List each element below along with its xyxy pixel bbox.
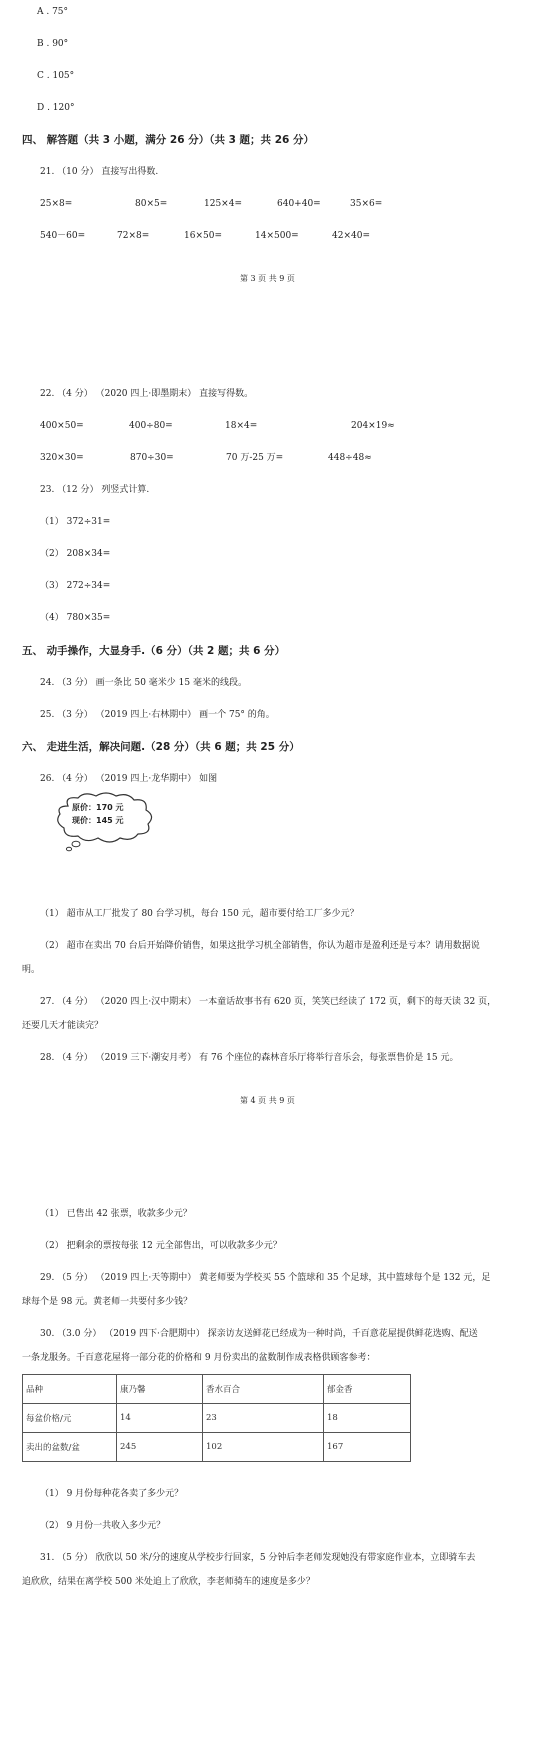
table-row <box>23 1404 411 1433</box>
q31: 31. （5 分） 欣欣以 50 米/分的速度从学校步行回家，5 分钟后李老师发现她没有带家庭作业本，立即骑车去 <box>40 1553 476 1563</box>
flower-table <box>22 1374 411 1462</box>
page-footer: 第 4 页 共 9 页 <box>240 1096 295 1105</box>
table-cell: 郁金香 <box>324 1375 411 1404</box>
q28: 28. （4 分） （2019 三下·潮安月考） 有 76 个座位的森林音乐厅将举行音乐会，每张票售价是 15 元。 <box>40 1053 459 1063</box>
q21-item: 14×500= <box>255 231 299 241</box>
table-row <box>23 1433 411 1462</box>
option-c: C . 105° <box>37 71 75 81</box>
q21-item: 80×5= <box>135 199 168 209</box>
q23-item: （2） 208×34= <box>40 549 111 559</box>
q21-item: 42×40= <box>332 231 370 241</box>
q22-item: 204×19≈ <box>351 421 395 431</box>
q21-item: 25×8= <box>40 199 73 209</box>
q22-item: 870÷30= <box>130 453 174 463</box>
table-cell: 102 <box>203 1433 324 1462</box>
q24: 24. （3 分） 画一条比 50 毫米少 15 毫米的线段。 <box>40 678 247 688</box>
table-cell: 香水百合 <box>203 1375 324 1404</box>
q28-sub1: （1） 已售出 42 张票，收款多少元？ <box>40 1209 192 1219</box>
table-cell: 卖出的盆数/盆 <box>23 1433 117 1462</box>
q21-item: 35×6= <box>350 199 383 209</box>
option-a: A . 75° <box>37 7 69 17</box>
q22-item: 448÷48≈ <box>328 453 372 463</box>
q22-item: 400×50= <box>40 421 84 431</box>
q21-item: 72×8= <box>117 231 150 241</box>
q27-cont: 还要几天才能读完？ <box>22 1021 104 1031</box>
q23-title: 23. （12 分） 列竖式计算. <box>40 485 150 495</box>
table-cell: 23 <box>203 1404 324 1433</box>
q25: 25. （3 分） （2019 四上·右林期中） 画一个 75° 的角。 <box>40 710 275 720</box>
q26-sub2-cont: 明。 <box>22 965 41 975</box>
q26-title: 26. （4 分） （2019 四上·龙华期中） 如图 <box>40 774 218 784</box>
q22-title: 22. （4 分） （2020 四上·即墨期末） 直接写得数。 <box>40 389 254 399</box>
table-cell: 14 <box>117 1404 203 1433</box>
q22-item: 18×4= <box>225 421 258 431</box>
q23-item: （1） 372÷31= <box>40 517 111 527</box>
table-cell: 康乃馨 <box>117 1375 203 1404</box>
q22-item: 70 万-25 万= <box>226 453 284 463</box>
option-b: B . 90° <box>37 39 69 49</box>
q31-cont: 追欣欣，结果在离学校 500 米处追上了欣欣，李老师骑车的速度是多少？ <box>22 1577 315 1587</box>
option-d: D . 120° <box>37 103 75 113</box>
q29-cont: 球每个是 98 元。黄老师一共要付多少钱？ <box>22 1297 193 1307</box>
table-cell: 品种 <box>23 1375 117 1404</box>
section5-heading: 五、 动手操作，大显身手.（6 分）（共 2 题；共 6 分） <box>22 645 286 657</box>
q30-sub2: （2） 9 月份一共收入多少元？ <box>40 1521 166 1531</box>
q30-sub1: （1） 9 月份每种花各卖了多少元？ <box>40 1489 184 1499</box>
q21-item: 640+40= <box>277 199 321 209</box>
q30: 30. （3.0 分） （2019 四下·合肥期中） 探亲访友送鲜花已经成为一种时尚，千百意花屋提供鲜花选购、配送 <box>40 1329 478 1339</box>
table-cell: 245 <box>117 1433 203 1462</box>
q27: 27. （4 分） （2020 四上·汉中期末） 一本童话故事书有 620 页，笑笑已经读了 172 页，剩下的每天读 32 页， <box>40 997 497 1007</box>
q21-item: 540－60= <box>40 231 86 241</box>
bubble-current-price: 现价：145 元 <box>72 816 124 825</box>
q23-item: （3） 272÷34= <box>40 581 111 591</box>
table-cell: 每盆价格/元 <box>23 1404 117 1433</box>
bubble-original-price: 原价：170 元 <box>72 803 124 812</box>
table-cell: 18 <box>324 1404 411 1433</box>
q28-sub2: （2） 把剩余的票按每张 12 元全部售出，可以收款多少元？ <box>40 1241 282 1251</box>
q21-title: 21. （10 分） 直接写出得数. <box>40 167 159 177</box>
page-footer: 第 3 页 共 9 页 <box>240 274 295 283</box>
table-cell: 167 <box>324 1433 411 1462</box>
q29: 29. （5 分） （2019 四上·天等期中） 黄老师要为学校买 55 个篮球和 35 个足球，其中篮球每个是 132 元，足 <box>40 1273 491 1283</box>
q26-sub1: （1） 超市从工厂批发了 80 台学习机，每台 150 元，超市要付给工厂多少元？ <box>40 909 359 919</box>
q21-item: 16×50= <box>184 231 222 241</box>
section4-heading: 四、 解答题（共 3 小题，满分 26 分）（共 3 题；共 26 分） <box>22 134 314 146</box>
section6-heading: 六、 走进生活，解决问题.（28 分）（共 6 题；共 25 分） <box>22 741 300 753</box>
q21-item: 125×4= <box>204 199 242 209</box>
q30-cont: 一条龙服务。千百意花屋将一部分花的价格和 9 月份卖出的盆数制作成表格供顾客参考： <box>22 1353 376 1363</box>
table-row <box>23 1375 411 1404</box>
q22-item: 320×30= <box>40 453 84 463</box>
q23-item: （4） 780×35= <box>40 613 111 623</box>
q22-item: 400÷80= <box>129 421 173 431</box>
q26-sub2: （2） 超市在卖出 70 台后开始降价销售，如果这批学习机全部销售，你认为超市是盈利还是亏本？请用数据说 <box>40 941 480 951</box>
